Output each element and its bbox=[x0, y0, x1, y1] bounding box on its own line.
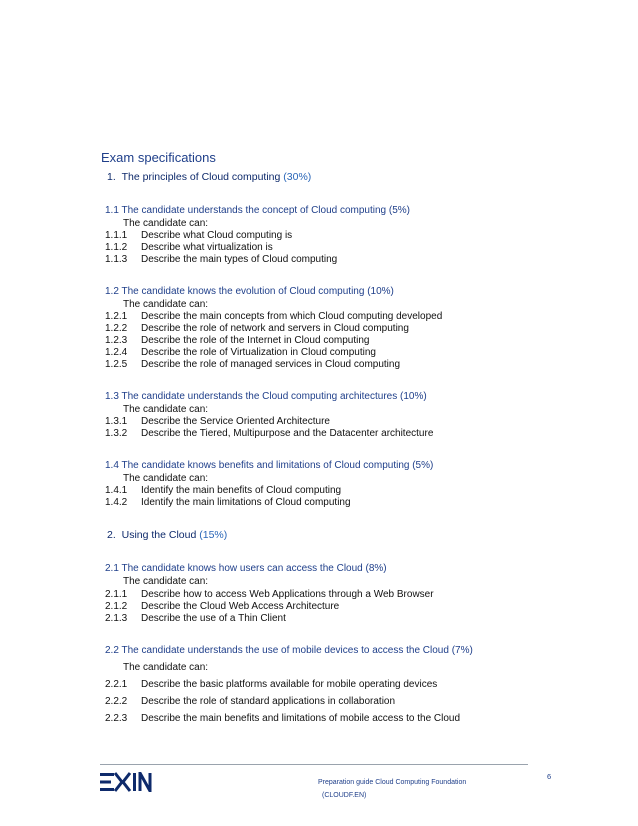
list-item bbox=[105, 347, 376, 358]
list-item bbox=[105, 230, 292, 241]
item-number: 1.1.2 bbox=[105, 242, 128, 253]
item-number: 1.2.2 bbox=[105, 323, 128, 334]
section-number: 1. bbox=[107, 171, 116, 183]
item-text: Describe the main benefits and limitations of mobile access to the Cloud bbox=[141, 713, 461, 724]
item-text: Describe what virtualization is bbox=[141, 242, 273, 253]
section-heading bbox=[107, 171, 311, 183]
logo-graphic bbox=[100, 772, 162, 792]
list-item bbox=[105, 696, 395, 707]
list-item bbox=[105, 311, 442, 322]
item-text: Identify the main limitations of Cloud computing bbox=[141, 497, 351, 508]
candidate-can-label: The candidate can: bbox=[123, 404, 209, 415]
section-heading bbox=[107, 529, 227, 541]
item-text: Describe the main concepts from which Cloud computing developed bbox=[141, 311, 443, 322]
candidate-can-label: The candidate can: bbox=[123, 299, 209, 310]
item-number: 1.2.5 bbox=[105, 359, 128, 370]
item-text: Describe the Service Oriented Architecture bbox=[141, 416, 330, 427]
list-item bbox=[105, 359, 400, 370]
item-number: 2.1.3 bbox=[105, 613, 128, 624]
candidate-can-label: The candidate can: bbox=[123, 576, 209, 587]
subsection-title: 1.1 The candidate understands the concept of Cloud computing (5%) bbox=[105, 205, 411, 216]
candidate-can-label: The candidate can: bbox=[123, 662, 209, 673]
item-number: 1.4.2 bbox=[105, 497, 128, 508]
section-weight: (15%) bbox=[199, 529, 228, 541]
item-number: 1.2.1 bbox=[105, 311, 128, 322]
footer-exam-code: (CLOUDF.EN) bbox=[322, 792, 367, 799]
item-text: Describe the role of managed services in Cloud computing bbox=[141, 359, 401, 370]
item-text: Describe the role of network and servers in Cloud computing bbox=[141, 323, 409, 334]
item-number: 2.2.1 bbox=[105, 679, 128, 690]
list-item bbox=[105, 613, 286, 624]
item-number: 1.2.3 bbox=[105, 335, 128, 346]
footer-divider bbox=[100, 764, 528, 765]
item-number: 1.4.1 bbox=[105, 485, 128, 496]
subsection-title: 1.3 The candidate understands the Cloud computing architectures (10%) bbox=[105, 391, 427, 402]
list-item bbox=[105, 679, 437, 690]
section-title: Using the Cloud bbox=[121, 529, 197, 541]
subsection-title: 1.2 The candidate knows the evolution of Cloud computing (10%) bbox=[105, 286, 394, 297]
list-item bbox=[105, 323, 409, 334]
section-number: 2. bbox=[107, 529, 116, 541]
item-number: 2.2.3 bbox=[105, 713, 128, 724]
exin-logo-icon bbox=[100, 772, 162, 797]
list-item bbox=[105, 242, 273, 253]
list-item bbox=[105, 713, 460, 724]
page-number: 6 bbox=[547, 772, 552, 781]
item-text: Describe the use of a Thin Client bbox=[141, 613, 286, 624]
page-title: Exam specifications bbox=[101, 150, 216, 165]
item-number: 2.2.2 bbox=[105, 696, 128, 707]
item-text: Describe the Tiered, Multipurpose and the Datacenter architecture bbox=[141, 428, 434, 439]
item-number: 2.1.1 bbox=[105, 589, 128, 600]
list-item bbox=[105, 335, 369, 346]
section-weight: (30%) bbox=[283, 171, 312, 183]
item-text: Describe how to access Web Applications through a Web Browser bbox=[141, 589, 434, 600]
candidate-can-label: The candidate can: bbox=[123, 218, 209, 229]
subsection-title: 2.1 The candidate knows how users can access the Cloud (8%) bbox=[105, 563, 387, 574]
item-text: Describe the basic platforms available for mobile operating devices bbox=[141, 679, 438, 690]
subsection-title: 1.4 The candidate knows benefits and limitations of Cloud computing (5%) bbox=[105, 460, 434, 471]
item-text: Identify the main benefits of Cloud computing bbox=[141, 485, 342, 496]
item-text: Describe what Cloud computing is bbox=[141, 230, 293, 241]
item-number: 1.1.1 bbox=[105, 230, 128, 241]
item-text: Describe the role of standard applications in collaboration bbox=[141, 696, 396, 707]
list-item bbox=[105, 428, 433, 439]
section-title: The principles of Cloud computing bbox=[121, 171, 281, 183]
list-item bbox=[105, 485, 341, 496]
list-item bbox=[105, 601, 339, 612]
item-number: 1.3.2 bbox=[105, 428, 128, 439]
candidate-can-label: The candidate can: bbox=[123, 473, 209, 484]
footer-guide-title: Preparation guide Cloud Computing Foundation bbox=[318, 779, 467, 786]
item-number: 2.1.2 bbox=[105, 601, 128, 612]
list-item bbox=[105, 416, 330, 427]
item-text: Describe the role of Virtualization in Cloud computing bbox=[141, 347, 376, 358]
item-text: Describe the role of the Internet in Cloud computing bbox=[141, 335, 370, 346]
list-item bbox=[105, 254, 337, 265]
list-item bbox=[105, 589, 434, 600]
list-item bbox=[105, 497, 351, 508]
item-number: 1.1.3 bbox=[105, 254, 128, 265]
item-number: 1.2.4 bbox=[105, 347, 128, 358]
item-number: 1.3.1 bbox=[105, 416, 128, 427]
item-text: Describe the Cloud Web Access Architecture bbox=[141, 601, 340, 612]
item-text: Describe the main types of Cloud computing bbox=[141, 254, 338, 265]
subsection-title: 2.2 The candidate understands the use of mobile devices to access the Cloud (7%) bbox=[105, 645, 473, 656]
